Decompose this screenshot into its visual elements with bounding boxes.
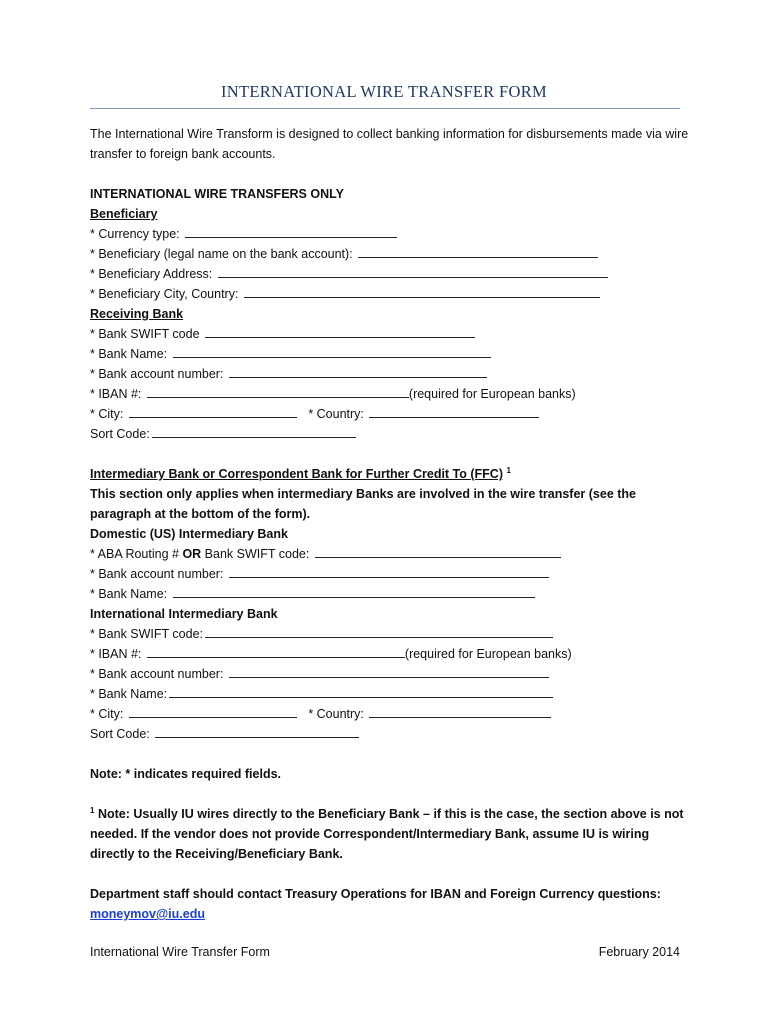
intl-city-label: * City: xyxy=(90,707,124,721)
iban-field xyxy=(90,384,690,404)
domestic-heading: Domestic (US) Intermediary Bank xyxy=(90,527,288,541)
footer-left: International Wire Transfer Form xyxy=(90,945,270,959)
contact-email-row xyxy=(90,904,690,924)
form-body xyxy=(90,124,690,924)
footnote xyxy=(90,804,690,864)
intl-bank-name-field xyxy=(90,684,690,704)
domestic-bank-name-input[interactable] xyxy=(173,585,535,598)
sort-code-field xyxy=(90,424,690,444)
title-rule xyxy=(90,108,680,109)
sort-code-input[interactable] xyxy=(152,425,356,438)
intl-country-label: * Country: xyxy=(308,707,364,721)
domestic-bank-name-label: * Bank Name: xyxy=(90,587,168,601)
domestic-bank-name-field xyxy=(90,584,690,604)
intro-text: The International Wire Transform is designed to collect banking information for disbursements made via wire transfer to foreign bank accounts. xyxy=(90,127,689,161)
intl-account-input[interactable] xyxy=(229,665,549,678)
intl-city-country-field xyxy=(90,704,690,724)
country-input[interactable] xyxy=(369,405,539,418)
intl-swift-input[interactable] xyxy=(205,625,553,638)
currency-type-field xyxy=(90,224,690,244)
intl-sort-code-field xyxy=(90,724,690,744)
intl-swift-label: * Bank SWIFT code: xyxy=(90,627,204,641)
intl-country-input[interactable] xyxy=(369,705,551,718)
intl-swift-field xyxy=(90,624,690,644)
receiving-bank-heading: Receiving Bank xyxy=(90,307,184,321)
aba-routing-label-pre: * ABA Routing # xyxy=(90,547,183,561)
intl-city-input[interactable] xyxy=(129,705,297,718)
bank-swift-field xyxy=(90,324,690,344)
beneficiary-heading: Beneficiary xyxy=(90,207,158,221)
bank-account-label: * Bank account number: xyxy=(90,367,224,381)
domestic-account-field xyxy=(90,564,690,584)
beneficiary-city-country-field xyxy=(90,284,690,304)
aba-routing-or: OR xyxy=(182,547,202,561)
beneficiary-city-country-label: * Beneficiary City, Country: xyxy=(90,287,239,301)
intl-bank-name-input[interactable] xyxy=(169,685,553,698)
bank-swift-input[interactable] xyxy=(205,325,475,338)
intl-iban-note: (required for European banks) xyxy=(404,647,572,661)
footnote-text: Note: Usually IU wires directly to the Beneficiary Bank – if this is the case, the section above is not needed. If the vendor does not provide Correspondent/Intermediary Bank, assume IU is wiring directly to the Receiving/Beneficiary Bank. xyxy=(90,807,684,861)
intl-sort-code-input[interactable] xyxy=(155,725,359,738)
section-header: INTERNATIONAL WIRE TRANSFERS ONLY xyxy=(90,187,344,201)
city-label: * City: xyxy=(90,407,124,421)
bank-swift-label: * Bank SWIFT code xyxy=(90,327,200,341)
intl-sort-code-label: Sort Code: xyxy=(90,727,150,741)
sort-code-label: Sort Code: xyxy=(90,427,150,441)
currency-type-input[interactable] xyxy=(185,225,397,238)
iban-note: (required for European banks) xyxy=(408,387,576,401)
domestic-account-input[interactable] xyxy=(229,565,549,578)
intl-account-field xyxy=(90,664,690,684)
bank-name-field xyxy=(90,344,690,364)
iban-input[interactable] xyxy=(147,385,409,398)
required-note: Note: * indicates required fields. xyxy=(90,767,282,781)
intermediary-footnote-mark: 1 xyxy=(506,466,511,475)
intermediary-description: This section only applies when intermediary Banks are involved in the wire transfer (see the paragraph at the bottom of the form). xyxy=(90,487,637,521)
bank-account-field xyxy=(90,364,690,384)
bank-name-label: * Bank Name: xyxy=(90,347,168,361)
footnote-mark: 1 xyxy=(90,806,95,815)
page-footer xyxy=(90,942,680,962)
bank-account-input[interactable] xyxy=(229,365,487,378)
intl-iban-field xyxy=(90,644,690,664)
page-title: INTERNATIONAL WIRE TRANSFER FORM xyxy=(220,82,548,101)
aba-routing-input[interactable] xyxy=(315,545,561,558)
aba-routing-label-post: Bank SWIFT code: xyxy=(201,547,310,561)
intl-account-label: * Bank account number: xyxy=(90,667,224,681)
contact-email-link[interactable]: moneymov@iu.edu xyxy=(90,907,205,921)
bank-name-input[interactable] xyxy=(173,345,491,358)
beneficiary-address-label: * Beneficiary Address: xyxy=(90,267,213,281)
beneficiary-address-field xyxy=(90,264,690,284)
intermediary-heading: Intermediary Bank or Correspondent Bank for Further Credit To (FFC) xyxy=(90,467,504,481)
contact-text: Department staff should contact Treasury Operations for IBAN and Foreign Currency questions: xyxy=(90,887,661,901)
currency-type-label: * Currency type: xyxy=(90,227,180,241)
intermediary-heading-row xyxy=(90,464,690,484)
beneficiary-name-field xyxy=(90,244,690,264)
international-heading: International Intermediary Bank xyxy=(90,607,278,621)
aba-routing-field xyxy=(90,544,690,564)
intl-iban-label: * IBAN #: xyxy=(90,647,142,661)
beneficiary-city-country-input[interactable] xyxy=(244,285,600,298)
beneficiary-address-input[interactable] xyxy=(218,265,608,278)
city-country-field xyxy=(90,404,690,424)
intl-bank-name-label: * Bank Name: xyxy=(90,687,168,701)
beneficiary-name-label: * Beneficiary (legal name on the bank account): xyxy=(90,247,353,261)
country-label: * Country: xyxy=(308,407,364,421)
intl-iban-input[interactable] xyxy=(147,645,405,658)
footer-date: February 2014 xyxy=(598,945,680,959)
city-input[interactable] xyxy=(129,405,297,418)
iban-label: * IBAN #: xyxy=(90,387,142,401)
domestic-account-label: * Bank account number: xyxy=(90,567,224,581)
beneficiary-name-input[interactable] xyxy=(358,245,598,258)
